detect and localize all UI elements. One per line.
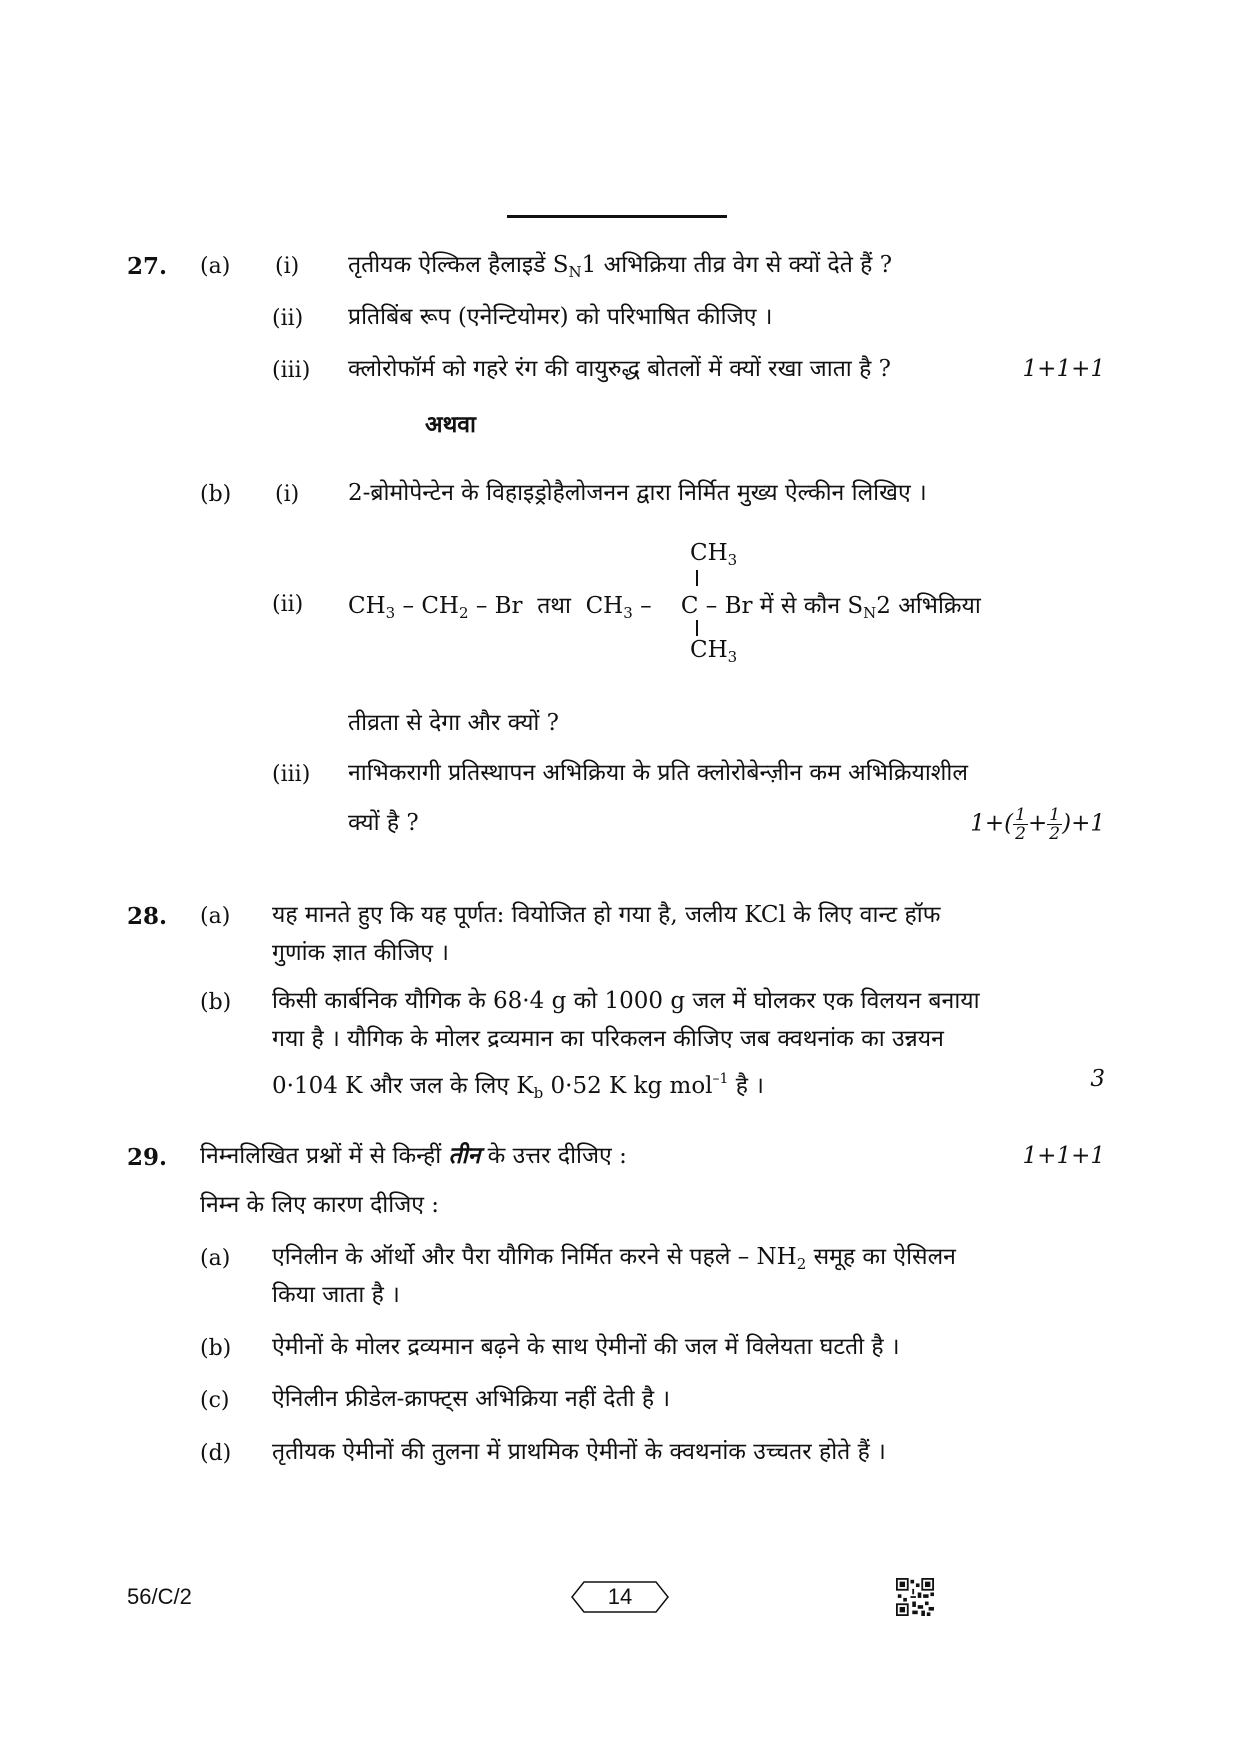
q29-intro: निम्नलिखित प्रश्नों में से किन्हीं तीन के उत्तर दीजिए : xyxy=(200,1142,627,1169)
q29-d-text: तृतीयक ऐमीनों की तुलना में प्राथमिक ऐमीनों के क्वथनांक उच्चतर होते हैं । xyxy=(272,1439,886,1465)
q27-a-i-post: 1 अभिक्रिया तीव्र वेग से क्यों देते हैं ? xyxy=(581,252,893,278)
q27-b-ii-bond-top xyxy=(696,570,698,586)
q27-a-iii-text: क्लोरोफॉर्म को गहरे रंग की वायुरुद्ध बोतलों में क्यों रखा जाता है ? xyxy=(348,356,891,382)
q27-a-iii-label: (iii) xyxy=(272,358,311,383)
q27-b-ii-label: (ii) xyxy=(272,592,304,617)
q27-b-iii-line2: क्यों है ? xyxy=(348,810,419,836)
qr-code-icon xyxy=(896,1578,934,1616)
q28-b-label: (b) xyxy=(200,990,232,1015)
q27-a-label: (a) xyxy=(200,254,231,279)
page-number-badge xyxy=(570,1580,670,1614)
q27-b-iii-label: (iii) xyxy=(272,762,311,787)
q29-a-line1: एनिलीन के ऑर्थो और पैरा यौगिक निर्मित करने से पहले – $NH_2$ समूह का ऐसिलन xyxy=(272,1244,956,1273)
q29-b-text: ऐमीनों के मोलर द्रव्यमान बढ़ने के साथ ऐमीनों की जल में विलेयता घटती है । xyxy=(272,1334,900,1360)
q27-a-marks: 1+1+1 xyxy=(1022,356,1105,382)
half-fraction-1: $\frac{1}{2}$ xyxy=(1015,805,1026,844)
q28-marks: 3 xyxy=(1090,1066,1105,1092)
q29-number: 29. xyxy=(127,1144,168,1171)
q28-a-label: (a) xyxy=(200,904,231,929)
q29-a-label: (a) xyxy=(200,1246,231,1271)
q29-intro-emphasis: तीन xyxy=(448,1142,481,1169)
q27-a-i-text xyxy=(348,250,892,287)
q27-b-label: (b) xyxy=(200,482,232,507)
q27-a-i-label: (i) xyxy=(275,254,300,279)
q27-number: 27. xyxy=(127,253,168,280)
q27-or-heading: अथवा xyxy=(425,411,477,438)
q29-b-label: (b) xyxy=(200,1336,232,1361)
top-rule xyxy=(507,215,727,218)
q29-marks: 1+1+1 xyxy=(1022,1143,1105,1169)
half-fraction-2: $\frac{1}{2}$ xyxy=(1049,805,1061,844)
q27-b-iii-line1: नाभिकरागी प्रतिस्थापन अभिक्रिया के प्रति क्लोरोबेन्ज़ीन कम अभिक्रियाशील xyxy=(348,760,968,786)
q27-b-ii-bond-bottom xyxy=(696,620,698,636)
paper-code: 56/C/2 xyxy=(127,1584,192,1609)
q27-b-i-label: (i) xyxy=(275,482,300,507)
q27-a-ii-label: (ii) xyxy=(272,306,304,331)
q27-a-ii-text: प्रतिबिंब रूप (एनेन्टियोमर) को परिभाषित कीजिए । xyxy=(348,304,773,330)
q28-a-line2: गुणांक ज्ञात कीजिए । xyxy=(272,940,450,966)
q29-reason-heading: निम्न के लिए कारण दीजिए : xyxy=(200,1192,440,1218)
q29-d-label: (d) xyxy=(200,1441,232,1466)
q27-a-i-pre: तृतीयक ऐल्किल हैलाइडें S xyxy=(348,252,569,278)
q28-number: 28. xyxy=(127,903,168,930)
q27-b-marks: 1+( $\frac{1}{2}$ + $\frac{1}{2}$ )+1 xyxy=(970,805,1105,844)
page-number: 14 xyxy=(607,1584,633,1609)
q28-a-line1: यह मानते हुए कि यह पूर्णत: वियोजित हो गया है, जलीय KCl के लिए वान्ट हॉफ xyxy=(272,902,941,928)
q29-a-line2: किया जाता है । xyxy=(272,1282,400,1308)
q27-a-i-sub: N xyxy=(568,263,582,281)
q27-b-ii-formula: $CH_3 - CH_2$ – Br तथा $CH_3$ – C – Br में से कौन $S_N2$ अभिक्रिया xyxy=(348,593,981,622)
q29-c-text: ऐनिलीन फ्रीडेल-क्राफ्ट्स अभिक्रिया नहीं देती है । xyxy=(272,1386,671,1412)
q27-b-i-text: 2-ब्रोमोपेन्टेन के विहाइड्रोहैलोजनन द्वारा निर्मित मुख्य ऐल्कीन लिखिए । xyxy=(348,480,927,506)
q27-b-ii-ch3-bottom: $CH_3$ xyxy=(690,637,738,666)
q27-b-ii-ch3-top: $CH_3$ xyxy=(690,540,738,569)
q28-b-line2: गया है । यौगिक के मोलर द्रव्यमान का परिकलन कीजिए जब क्वथनांक का उन्नयन xyxy=(272,1026,944,1052)
q28-b-line3: 0·104 K और जल के लिए $K_b$ 0·52 K kg mol$^{-1}$ है । xyxy=(272,1071,765,1102)
q28-b-line1: किसी कार्बनिक यौगिक के 68·4 g को 1000 g जल में घोलकर एक विलयन बनाया xyxy=(272,988,980,1014)
q27-b-ii-continuation: तीव्रता से देगा और क्यों ? xyxy=(348,710,560,736)
q29-c-label: (c) xyxy=(200,1388,230,1413)
